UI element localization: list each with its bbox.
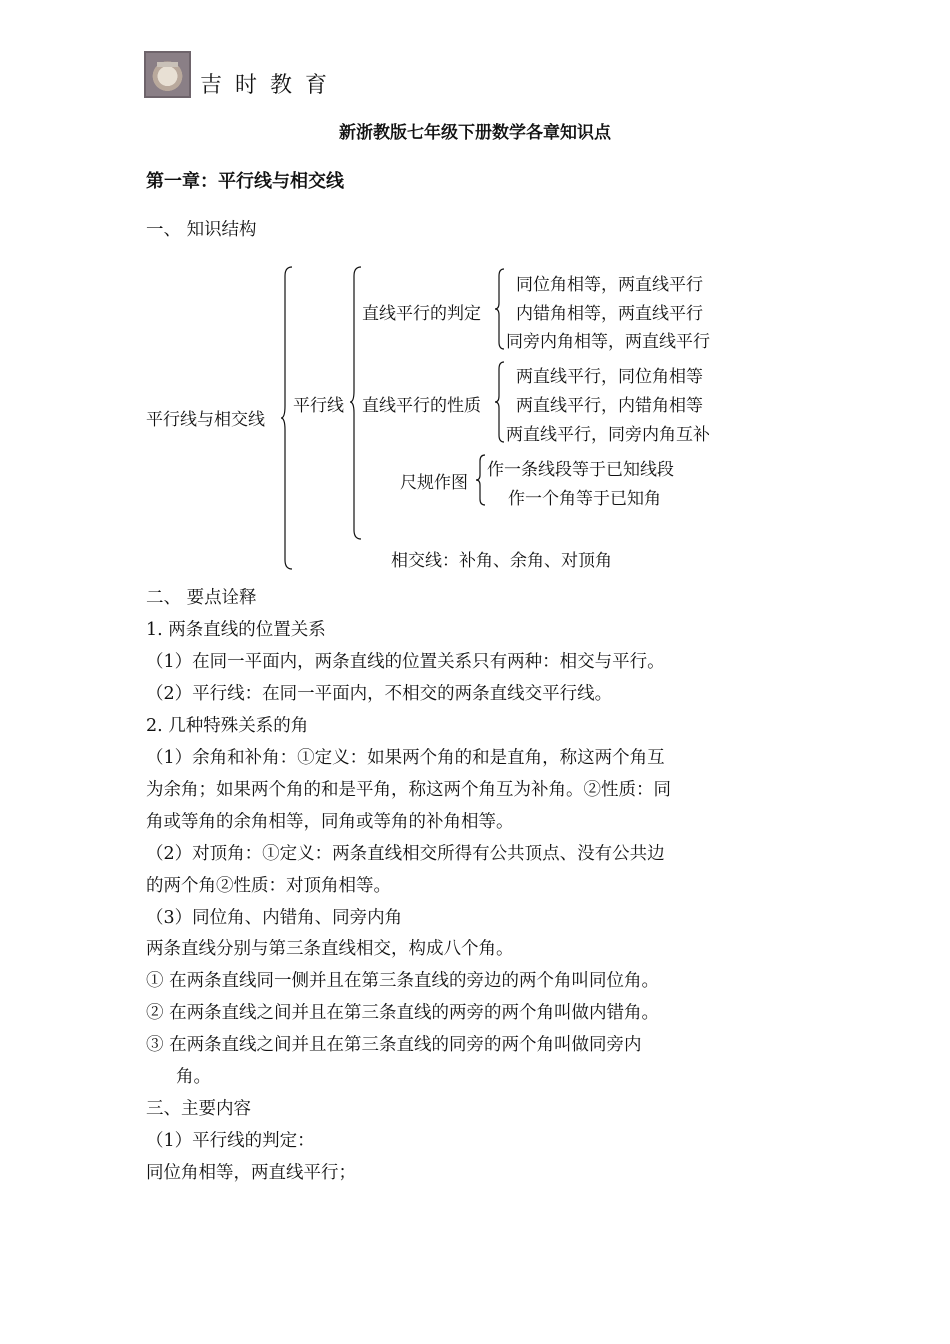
body-line: 2. 几种特殊关系的角: [146, 716, 309, 736]
judgement-item: 同旁内角相等，两直线平行: [506, 332, 710, 352]
body-line: 1. 两条直线的位置关系: [146, 620, 326, 640]
tree-judgement-label: 直线平行的判定: [362, 304, 481, 324]
body-line: （2）平行线：在同一平面内，不相交的两条直线交平行线。: [146, 684, 613, 704]
logo: [144, 51, 191, 98]
logo-emblem: [151, 58, 184, 91]
body-line: 同位角相等，两直线平行；: [146, 1163, 356, 1183]
body-line: 角或等角的余角相等，同角或等角的补角相等。: [146, 812, 514, 832]
construction-brace-icon: [475, 454, 487, 506]
body-line: （3）同位角、内错角、同旁内角: [146, 908, 403, 928]
judgement-item: 内错角相等，两直线平行: [516, 304, 703, 324]
body-line: （2）对顶角：①定义：两条直线相交所得有公共顶点、没有公共边: [146, 844, 665, 864]
body-line: 两条直线分别与第三条直线相交，构成八个角。: [146, 939, 514, 959]
judgement-brace-icon: [494, 268, 506, 350]
construction-item: 作一条线段等于已知线段: [487, 460, 674, 480]
tree-root-label: 平行线与相交线: [146, 410, 265, 430]
body-line: （1）平行线的判定：: [146, 1131, 315, 1151]
body-line: ③ 在两条直线之间并且在第三条直线的同旁的两个角叫做同旁内: [146, 1035, 642, 1055]
body-line: 的两个角②性质：对顶角相等。: [146, 876, 391, 896]
body-line: ① 在两条直线同一侧并且在第三条直线的旁边的两个角叫同位角。: [146, 971, 660, 991]
tree-construction-label: 尺规作图: [400, 473, 468, 493]
body-line: 为余角；如果两个角的和是平角，称这两个角互为补角。②性质：同: [146, 780, 671, 800]
property-item: 两直线平行，内错角相等: [516, 396, 703, 416]
construction-item: 作一个角等于已知角: [508, 489, 661, 509]
org-name: 吉时教育: [200, 73, 341, 98]
tree-property-label: 直线平行的性质: [362, 396, 481, 416]
body-line: 角。: [176, 1067, 211, 1087]
section3-heading: 三、主要内容: [146, 1099, 251, 1119]
body-line: （1）余角和补角：①定义：如果两个角的和是直角，称这两个角互: [146, 748, 665, 768]
property-brace-icon: [494, 361, 506, 443]
section2-heading: 二、 要点诠释: [146, 588, 257, 608]
root-brace-icon: [280, 266, 294, 570]
property-item: 两直线平行，同旁内角互补: [506, 425, 710, 445]
body-line: （1）在同一平面内，两条直线的位置关系只有两种：相交与平行。: [146, 652, 665, 672]
body-line: ② 在两条直线之间并且在第三条直线的两旁的两个角叫做内错角。: [146, 1003, 660, 1023]
document-title: 新浙教版七年级下册数学各章知识点: [339, 123, 611, 143]
judgement-item: 同位角相等，两直线平行: [516, 275, 703, 295]
chapter-title: 第一章：平行线与相交线: [146, 171, 344, 192]
tree-intersecting-label: 相交线：补角、余角、对顶角: [391, 551, 612, 571]
parallel-brace-icon: [349, 266, 363, 540]
section1-heading: 一、 知识结构: [146, 220, 257, 240]
property-item: 两直线平行，同位角相等: [516, 367, 703, 387]
tree-parallel-label: 平行线: [293, 396, 344, 416]
